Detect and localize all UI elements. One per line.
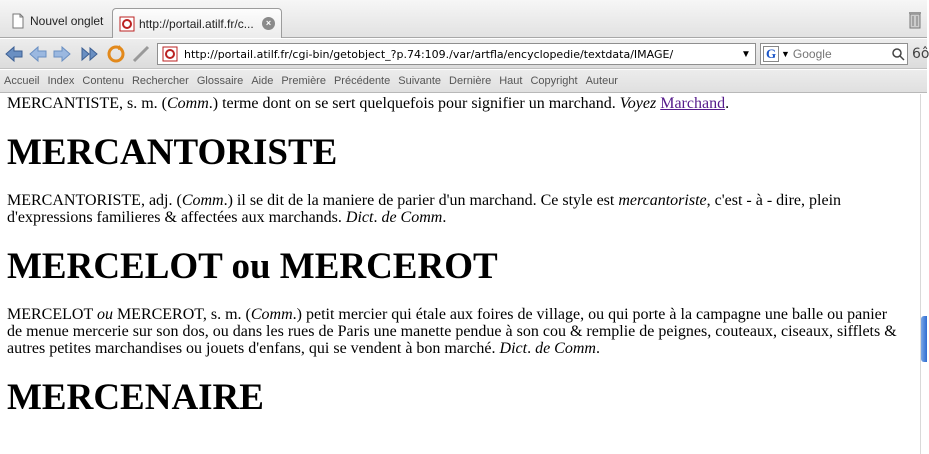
vertical-scrollbar[interactable] [920,94,927,454]
text: MERCANTORISTE, adj. ( [7,192,182,209]
close-tab-icon[interactable]: × [262,17,275,30]
text: Comm [181,192,224,209]
glasses-icon[interactable]: 6ô [912,46,929,62]
entry-mercelot [7,306,905,357]
url-input[interactable] [184,45,739,63]
entry-mercantiste [7,95,905,112]
link-accueil[interactable]: Accueil [4,75,40,87]
engine-dropdown-icon[interactable]: ▼ [781,49,790,59]
scrollbar-thumb[interactable] [921,316,927,362]
tab-label: Nouvel onglet [30,14,104,28]
google-engine-icon[interactable]: G [763,46,779,62]
text: ou [96,306,113,323]
tab-current[interactable] [112,8,282,38]
forward-arrow-icon[interactable] [51,43,73,65]
link-derniere[interactable]: Dernière [449,75,492,87]
heading-mercenaire: MERCENAIRE [7,377,264,418]
text: MERCANTISTE, s. m. ( [7,95,167,112]
tab-label: http://portail.atilf.fr/c... [139,16,254,31]
text: .) terme dont on se sert quelquefois pour signifier un marchand. [208,95,620,112]
text: . [595,340,600,357]
link-aide[interactable]: Aide [251,75,274,87]
link-contenu[interactable]: Contenu [82,75,124,87]
text: . [373,209,382,226]
text: de Comm [381,209,443,226]
text: Comm [167,95,209,112]
back-history-icon[interactable] [27,43,49,65]
stop-icon[interactable] [130,43,152,65]
url-dropdown-icon[interactable]: ▼ [741,48,751,60]
url-bar[interactable] [157,43,756,65]
page-icon [10,13,26,29]
link-index[interactable]: Index [47,75,75,87]
heading-mercantoriste: MERCANTORISTE [7,132,338,173]
text: mercantoriste [618,192,707,209]
site-favicon-icon [119,16,135,32]
link-marchand[interactable]: Marchand [660,95,726,112]
text: .) petit mercier qui étale aux foires de village, ou qui porte à la campagne une balle ou panier de menue mercerie sur son dos, ou dans les rues de Paris une manette pendue à son cou & remplie de peignes, couteaux, ciseaux, sifflets & autres petites marchandises ou jouets d'enfans, qui se vendent à bon marché. [7,306,897,357]
link-premiere[interactable]: Première [281,75,326,87]
text: . [725,95,730,112]
search-input[interactable] [793,47,891,61]
link-haut[interactable]: Haut [499,75,523,87]
text: .) il se dit de la maniere de parier d'un marchand. Ce style est [223,192,619,209]
text: . [527,340,536,357]
trash-icon[interactable] [907,10,923,30]
site-favicon-icon [162,46,178,62]
reload-icon[interactable] [105,43,127,65]
text: Dict [499,340,528,357]
text: . [442,209,447,226]
text: MERCEROT, s. m. ( [112,306,251,323]
back-arrow-icon[interactable] [3,43,25,65]
search-icon[interactable] [891,47,905,61]
text: Dict [345,209,374,226]
link-suivante[interactable]: Suivante [398,75,442,87]
link-rechercher[interactable]: Rechercher [131,75,189,87]
link-glossaire[interactable]: Glossaire [196,75,244,87]
link-copyright[interactable]: Copyright [530,75,578,87]
text: Voyez [619,95,657,112]
navigation-toolbar [0,39,927,69]
page-content [0,94,920,454]
link-auteur[interactable]: Auteur [585,75,618,87]
fast-forward-icon[interactable] [79,43,101,65]
text: MERCELOT [7,306,97,323]
text: Comm [250,306,293,323]
text: de Comm [535,340,596,357]
text: , c'est - à - dire, plein d'expressions familieres & affectées aux marchands. [7,192,842,226]
entry-mercantoriste [7,192,905,226]
search-bar[interactable] [760,43,908,65]
link-precedente[interactable]: Précédente [333,75,391,87]
tab-new[interactable] [4,8,108,34]
heading-mercelot: MERCELOT ou MERCEROT [7,246,498,287]
tab-strip [0,0,927,38]
link-bar [0,70,927,93]
